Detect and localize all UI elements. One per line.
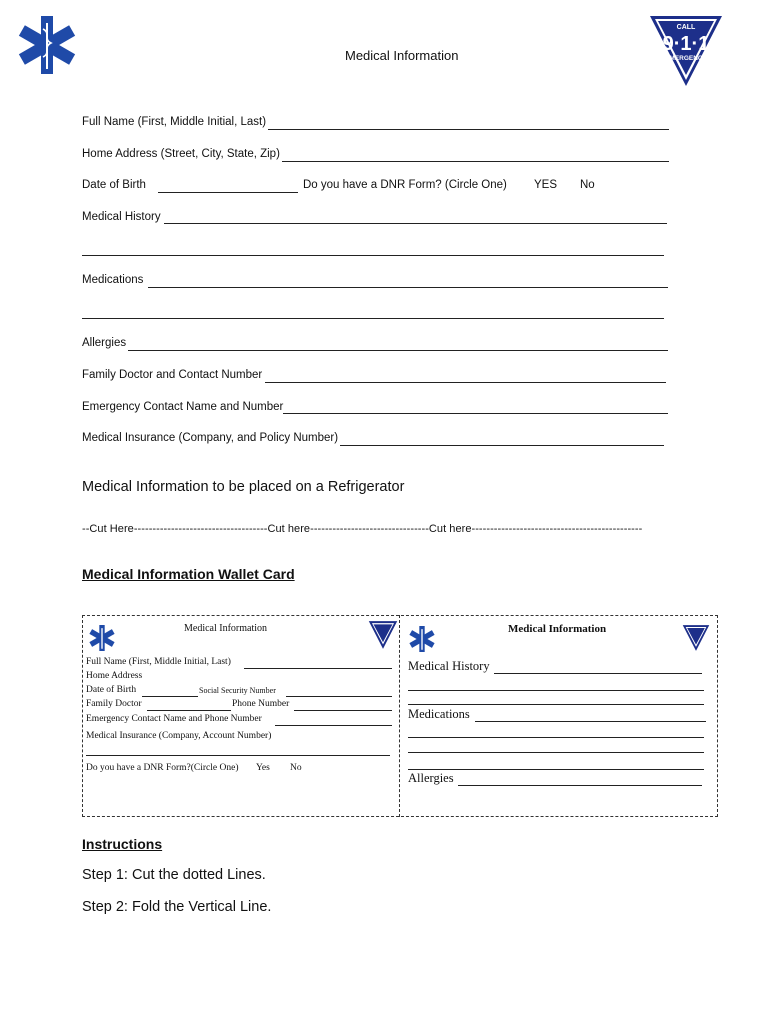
wallet-medical-history-line[interactable] [494, 673, 702, 674]
wallet-dob-label: Date of Birth [86, 685, 137, 695]
wallet-left-911-icon [368, 620, 398, 650]
call-911-badge-icon [648, 14, 724, 88]
wallet-medications-line-4[interactable] [408, 769, 704, 770]
dob-label: Date of Birth [82, 179, 146, 191]
dnr-no-option[interactable]: No [580, 179, 595, 191]
wallet-dnr-yes-option[interactable]: Yes [256, 763, 270, 773]
wallet-ssn-line[interactable] [286, 696, 392, 697]
badge-emergency-text: EMERGENCY [665, 55, 707, 62]
wallet-medications-label: Medications [408, 707, 470, 721]
wallet-dnr-no-option[interactable]: No [290, 763, 302, 773]
wallet-insurance-label: Medical Insurance (Company, Account Number) [86, 731, 272, 741]
refrigerator-caption: Medical Information to be placed on a Refrigerator [82, 479, 405, 495]
wallet-left-title: Medical Information [184, 623, 268, 634]
wallet-medications-line-3[interactable] [408, 752, 704, 753]
medical-history-label: Medical History [82, 211, 161, 223]
wallet-medications-line[interactable] [475, 721, 706, 722]
medical-history-line[interactable] [164, 223, 667, 224]
badge-number-text: 9·1·1 [662, 33, 710, 55]
dob-line[interactable] [158, 192, 298, 193]
wallet-right-star-icon [409, 625, 435, 653]
cut-line: --Cut Here------------------------------------Cut here--------------------------------Cut here---------------------------------------------- [82, 523, 643, 535]
instructions-heading: Instructions [82, 836, 163, 852]
dnr-question: Do you have a DNR Form? (Circle One) [303, 179, 507, 191]
wallet-emergency-contact-line[interactable] [275, 725, 392, 726]
emergency-contact-line[interactable] [283, 413, 668, 414]
wallet-left-star-icon [89, 624, 115, 652]
wallet-card-fold-line [399, 615, 400, 817]
medications-line[interactable] [148, 287, 668, 288]
wallet-dob-line[interactable] [142, 696, 198, 697]
wallet-phone-line[interactable] [294, 710, 392, 711]
badge-call-text: CALL [676, 24, 696, 31]
wallet-medications-line-2[interactable] [408, 737, 704, 738]
full-name-line[interactable] [268, 129, 669, 130]
wallet-full-name-line[interactable] [244, 668, 392, 669]
instruction-step-2: Step 2: Fold the Vertical Line. [82, 899, 272, 915]
family-doctor-label: Family Doctor and Contact Number [82, 369, 263, 381]
home-address-line[interactable] [282, 161, 669, 162]
wallet-right-title: Medical Information [508, 623, 607, 635]
wallet-allergies-line[interactable] [458, 785, 702, 786]
wallet-full-name-label: Full Name (First, Middle Initial, Last) [86, 657, 231, 667]
wallet-ssn-label: Social Security Number [199, 686, 276, 695]
wallet-family-doctor-label: Family Doctor [86, 699, 142, 709]
wallet-emergency-contact-label: Emergency Contact Name and Phone Number [86, 714, 262, 724]
dnr-yes-option[interactable]: YES [534, 179, 558, 191]
wallet-dnr-question: Do you have a DNR Form?(Circle One) [86, 763, 239, 773]
wallet-card-heading: Medical Information Wallet Card [82, 566, 295, 582]
insurance-label: Medical Insurance (Company, and Policy Number) [82, 432, 339, 444]
insurance-line[interactable] [340, 445, 664, 446]
star-of-life-icon [18, 14, 76, 76]
wallet-medical-history-label: Medical History [408, 659, 490, 673]
page-title: Medical Information [345, 48, 459, 63]
medical-history-line-2[interactable] [82, 255, 664, 256]
medications-line-2[interactable] [82, 318, 664, 319]
emergency-contact-label: Emergency Contact Name and Number [82, 401, 284, 413]
wallet-phone-label: Phone Number [232, 699, 290, 709]
wallet-right-911-icon [682, 623, 710, 653]
wallet-insurance-line[interactable] [86, 755, 390, 756]
instruction-step-1: Step 1: Cut the dotted Lines. [82, 867, 266, 883]
wallet-medical-history-line-3[interactable] [408, 704, 704, 705]
wallet-home-address-label: Home Address [86, 671, 143, 681]
family-doctor-line[interactable] [265, 382, 666, 383]
wallet-medical-history-line-2[interactable] [408, 690, 704, 691]
full-name-label: Full Name (First, Middle Initial, Last) [82, 116, 267, 128]
wallet-family-doctor-line[interactable] [147, 710, 231, 711]
allergies-label: Allergies [82, 337, 127, 349]
allergies-line[interactable] [128, 350, 668, 351]
home-address-label: Home Address (Street, City, State, Zip) [82, 148, 280, 160]
medications-label: Medications [82, 274, 144, 286]
wallet-allergies-label: Allergies [408, 771, 454, 785]
